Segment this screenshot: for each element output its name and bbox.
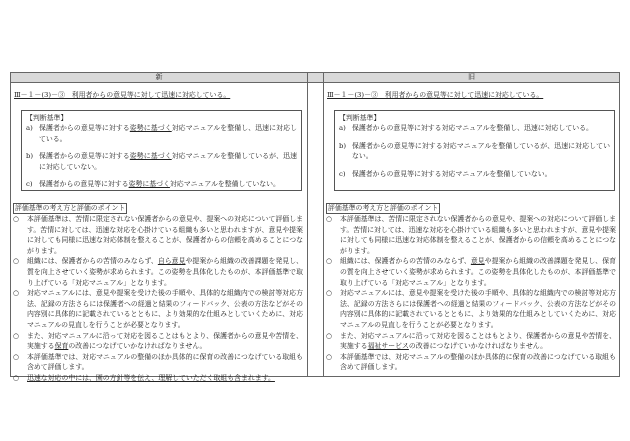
text-segment: 保護者からの意見等に対する [39,180,129,189]
criteria-text [39,179,280,190]
criteria-item [26,179,297,190]
point-item [13,256,303,288]
text-segment: 対応マニュアルには、意見や提案を受けた後の手順や、具体的な組織内での検討等対応方法、記録の方法さらには保護者への経過と結果のフィードバック、公表の方法などがその内容別に具体的に記載されているとともに、より効果的な仕組みとしていくために、対応マニュアルの見直しを行うことが必要となります。 [340,289,616,329]
point-item [13,214,303,256]
bullet-circle-icon: ○ [326,257,333,266]
point-item [13,373,303,384]
text-segment: 保護者からの意見等に対する [39,124,130,132]
criteria-key: a) [26,124,33,132]
text-segment: 対応マニュアルを整備していない。 [169,180,280,189]
criteria-label: 【判断基準】 [339,114,381,122]
text-segment: 保護者からの意見等に対する対応マニュアルを整備していない。 [352,169,552,178]
section-title: Ⅲ－１－(3)－③ 利用者からの意見等に対して迅速に対応している。 [14,91,231,99]
text-segment: 対応マニュアルを整備しているが、迅速に対応していない。 [39,152,298,171]
point-text [27,256,303,288]
bullet-circle-icon: ○ [13,373,20,382]
point-item [326,331,616,352]
underlined-text: 姿勢に基づく [129,152,172,161]
underlined-text: 保育 [54,342,69,351]
bullet-circle-icon: ○ [13,331,20,340]
section-title: Ⅲ－１－(3)－③ 利用者からの意見等に対して迅速に対応している。 [327,91,544,99]
text-segment: 保護者からの意見等に対する [39,152,130,161]
header-gap [307,72,324,83]
text-segment: 本評価基準では、対応マニュアルの整備のほか具体的に保育の改善につなげている取組も含めて評価します。 [27,352,303,372]
text-segment: 保護者からの意見等に対する対応マニュアルを整備しているが、迅速に対応していない。 [352,141,610,161]
underlined-text: 自ら意見 [157,257,186,266]
criteria-text [352,169,552,180]
text-segment: 組織には、保護者からの苦情のみならず、 [27,257,158,266]
point-item [326,288,616,330]
point-item [326,352,616,373]
text-segment: 本評価基準では、対応マニュアルの整備のほか具体的に保育の改善につなげている取組も含めて評価します。 [340,352,616,372]
text-segment: 本評価基準は、苦情に限定されない保護者からの意見や、提案への対応について評価します。苦情に対しては、迅速な対応を心掛けている組織も多いと思われますが、意見や提案に対しても同様に迅速な対応体制を整えることが、保護者からの信頼を高めることにつながります。 [340,215,616,255]
criteria-text [352,141,610,162]
text-segment: また、対応マニュアルに沿って対応を図ることはもとより、保護者からの意見や苦情を、実施する [27,331,303,351]
criteria-key: b) [339,141,347,150]
point-text [27,288,303,330]
bullet-circle-icon: ○ [13,352,20,361]
bullet-circle-icon: ○ [326,352,333,361]
header-new: 新 [10,72,308,83]
text-segment: 保護者からの意見等に対する対応マニュアルを整備し、迅速に対応している。 [352,124,593,132]
criteria-item [26,151,297,172]
text-segment: の改善につなげていかなければなりません。 [408,342,547,351]
point-text [340,214,616,256]
column-divider [307,72,308,377]
criteria-box [334,110,615,191]
criteria-key: c) [26,180,33,189]
criteria-text [352,123,593,134]
text-segment: の改善につなげていかなければなりません。 [68,342,207,351]
underlined-text: 姿勢に基づく [128,180,170,189]
point-item [13,331,303,352]
point-item [326,214,616,256]
point-item [13,288,303,330]
text-segment: また、対応マニュアルに沿って対応を図ることはもとより、保護者からの意見や苦情を、実施する [340,331,616,351]
underlined-text: 福祉サービス [367,342,409,351]
bullet-circle-icon: ○ [326,331,333,340]
criteria-key: b) [26,152,34,161]
criteria-key: a) [339,124,346,132]
column-divider [323,72,324,377]
text-segment: 対応マニュアルを整備し、迅速に対応している。 [39,124,298,143]
bullet-circle-icon: ○ [13,289,20,298]
text-segment: 本評価基準は、苦情に限定されない保護者からの意見や、提案への対応について評価します。苦情に対しては、迅速な対応を心掛けている組織も多いと思われますが、意見や提案に対しても同様に迅速な対応体制を整えることが、保護者からの信頼を高めることにつながります。 [27,215,303,255]
underlined-text: 意見 [470,257,485,266]
point-text [27,331,303,352]
points-heading: 評価基準の考え方と評価のポイント [328,204,439,212]
criteria-label: 【判断基準】 [26,114,68,122]
bullet-circle-icon: ○ [326,289,333,298]
point-text [340,352,616,373]
bullet-circle-icon: ○ [13,215,20,223]
criteria-text [39,123,297,144]
text-segment: 対応マニュアルには、意見や提案を受けた後の手順や、具体的な組織内での検討等対応方法、記録の方法さらには保護者への経過と結果のフィードバック、公表の方法などがその内容別に具体的に記載されているとともに、より効果的な仕組みとしていくために、対応マニュアルの見直しを行うことが必要となります。 [27,289,303,329]
points-heading: 評価基準の考え方と評価のポイント [15,204,126,212]
criteria-item [26,123,297,144]
point-text [27,352,303,373]
evaluation-points [326,203,616,373]
text-segment: 組織には、保護者からの苦情のみならず、 [340,257,471,266]
criteria-item [339,169,610,180]
underlined-text: 迅速な対応の中には、園の方針等を伝え、理解していただく取組も含まれます。 [27,373,275,382]
criteria-item [339,123,610,134]
text-segment: や提案から組織の改善課題を発見し、保育の質を向上させていく姿勢が求められます。この姿勢を具体化したものが、本評価基準で取り上げている「対応マニュアル」となります。 [340,257,617,287]
criteria-box [21,110,302,191]
bullet-circle-icon: ○ [326,215,333,223]
evaluation-points [13,203,303,384]
point-text [340,288,616,330]
underlined-text: 姿勢に基づく [129,124,172,132]
header-old: 旧 [323,72,620,83]
criteria-key: c) [339,169,346,178]
point-item [13,352,303,373]
point-text [27,214,303,256]
point-text [340,256,616,288]
point-text [340,331,616,352]
text-segment: や提案から組織の改善課題を発見し、質を向上させていく姿勢が求められます。この姿勢を具体化したものが、本評価基準で取り上げている「対応マニュアル」となります。 [27,257,304,287]
criteria-text [39,151,297,172]
point-text [27,373,275,384]
criteria-item [339,141,610,162]
bullet-circle-icon: ○ [13,257,20,266]
point-item [326,256,616,288]
